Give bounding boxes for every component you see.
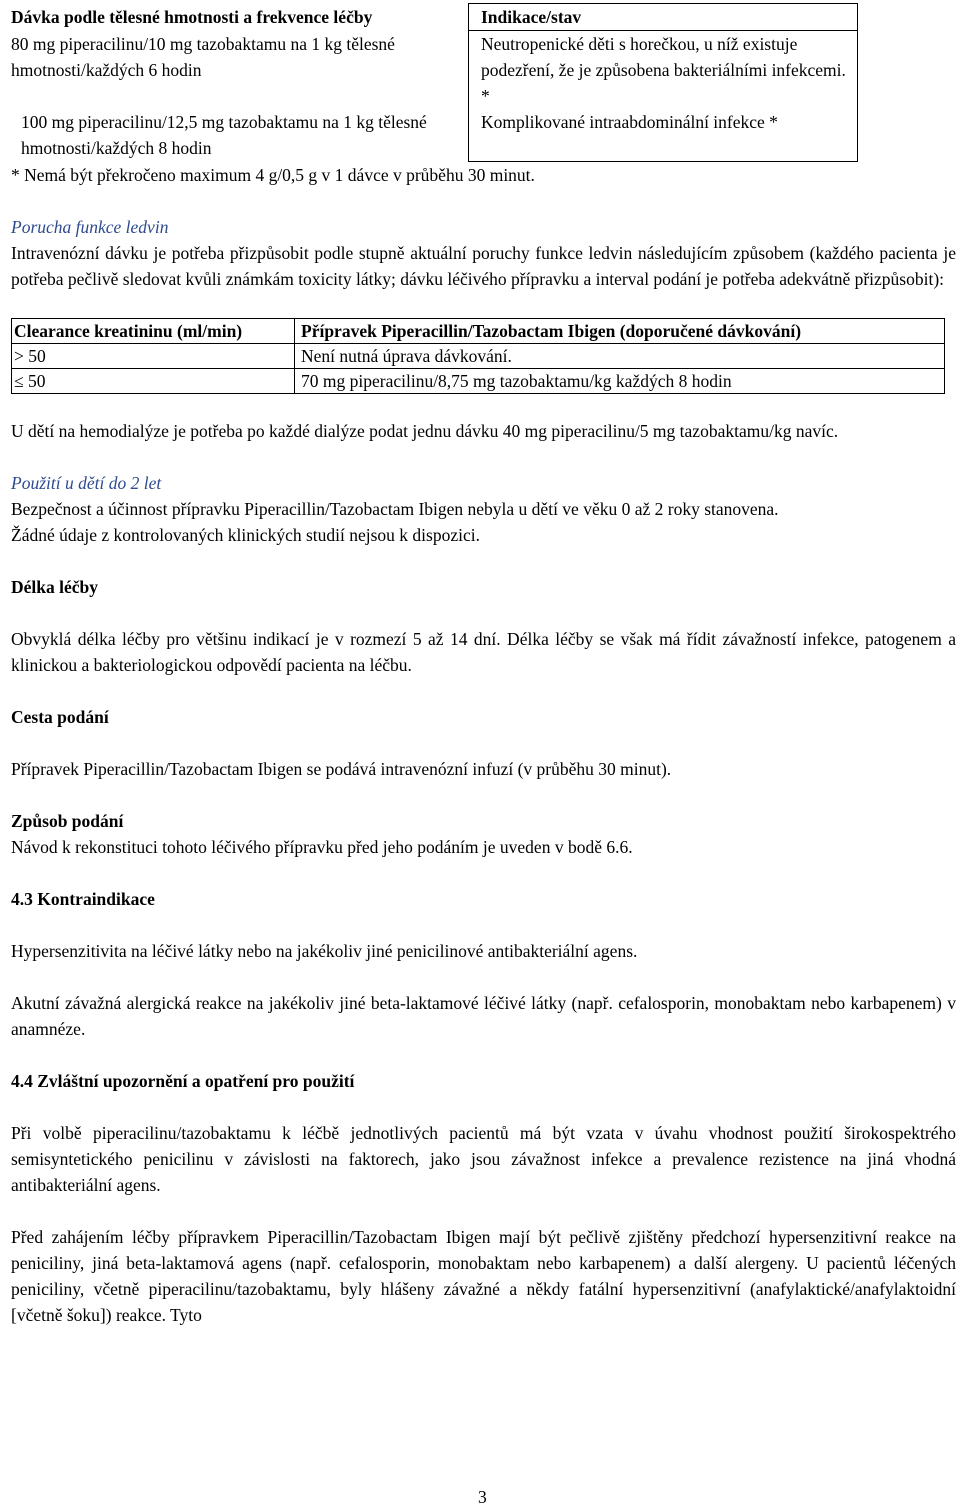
renal-text: Intravenózní dávku je potřeba přizpůsobit podle stupně aktuální poruchy funkce ledvin následujícím způsobem (každého pacienta je potřeba pečlivě sledovat kvůli známkám toxicity látky; dávku léčivého přípravku a interval podání je potřeba adekvátně přizpůsobit):: [11, 242, 956, 289]
indication-cell: [469, 31, 858, 110]
clearance-value: ≤ 50: [14, 370, 46, 391]
duration-heading: Délka léčby: [11, 576, 99, 597]
dose-text: 80 mg piperacilinu/10 mg tazobaktamu na 1 kg tělesné hmotnosti/každých 6 hodin: [11, 33, 395, 80]
contraindications-text: Hypersenzitivita na léčivé látky nebo na jakékoliv jiné penicilinové antibakteriální agens.: [11, 940, 638, 961]
recommended-dose-cell: [295, 343, 945, 368]
under2-text: Bezpečnost a účinnost přípravku Piperacillin/Tazobactam Ibigen nebyla u dětí ve věku 0 až 2 roky stanovena.: [11, 498, 779, 519]
indication-text: Neutropenické děti s horečkou, u níž existuje podezření, že je způsobena bakteriálními infekcemi. *: [481, 34, 846, 106]
indication-cell: [469, 109, 858, 161]
page-number: 3: [478, 1487, 487, 1507]
under2-text-2: Žádné údaje z kontrolovaných klinických studií nejsou k dispozici.: [11, 524, 480, 545]
dose-cell: [11, 31, 469, 110]
indication-text: Komplikované intraabdominální infekce *: [481, 112, 778, 132]
dose-cell: [11, 109, 469, 161]
dose-footnote: * Nemá být překročeno maximum 4 g/0,5 g v 1 dávce v průběhu 30 minut.: [11, 164, 535, 185]
recommended-dose-header: Přípravek Piperacillin/Tazobactam Ibigen (doporučené dávkování): [301, 320, 802, 341]
clearance-header-cell: [12, 318, 295, 343]
clearance-cell: [12, 343, 295, 368]
route-text: Přípravek Piperacillin/Tazobactam Ibigen se podává intravenózní infuzí (v průběhu 30 minut).: [11, 758, 672, 779]
document-page: [11, 3, 956, 1328]
under2-heading: Použití u dětí do 2 let: [11, 472, 162, 493]
method-text: Návod k rekonstituci tohoto léčivého přípravku před jeho podáním je uveden v bodě 6.6.: [11, 836, 633, 857]
contraindications-text-2: Akutní závažná alergická reakce na jakékoliv jiné beta-laktamové léčivé látky (např. cefalosporin, monobaktam nebo karbapenem) v anamnéze.: [11, 992, 956, 1039]
indication-header: Indikace/stav: [481, 7, 582, 27]
indication-header-cell: [469, 4, 858, 31]
dose-header: Dávka podle tělesné hmotnosti a frekvence léčby: [11, 6, 373, 27]
warnings-text-2: Před zahájením léčby přípravkem Piperacillin/Tazobactam Ibigen mají být pečlivě zjištěny předchozí hypersenzitivní reakce na peniciliny, jiná beta-laktamová agens (např. cefalosporin, monobaktam nebo karbapenem) a další alergeny. U pacientů léčených peniciliny, včetně piperacilinu/tazobaktamu, byly hlášeny závažné a někdy fatální hypersenzitivní (anafylaktické/anafylaktoidní [včetně šoku]) reakce. Tyto: [11, 1226, 956, 1325]
renal-heading: Porucha funkce ledvin: [11, 216, 169, 237]
recommended-dose-header-cell: [295, 318, 945, 343]
recommended-dose: 70 mg piperacilinu/8,75 mg tazobaktamu/kg každých 8 hodin: [301, 370, 732, 391]
warnings-heading: 4.4 Zvláštní upozornění a opatření pro použití: [11, 1070, 355, 1091]
clearance-header: Clearance kreatininu (ml/min): [14, 320, 243, 341]
clearance-table: [11, 318, 945, 394]
method-heading: Způsob podání: [11, 810, 124, 831]
recommended-dose-cell: [295, 368, 945, 393]
clearance-value: > 50: [14, 345, 46, 366]
duration-text: Obvyklá délka léčby pro většinu indikací je v rozmezí 5 až 14 dní. Délka léčby se však má řídit závažností infekce, patogenem a klinickou a bakteriologickou odpovědí pacienta na léčbu.: [11, 628, 956, 675]
route-heading: Cesta podání: [11, 706, 109, 727]
dose-table: [11, 3, 858, 162]
dose-header-cell: [11, 4, 469, 31]
clearance-cell: [12, 368, 295, 393]
contraindications-heading: 4.3 Kontraindikace: [11, 888, 155, 909]
recommended-dose: Není nutná úprava dávkování.: [301, 345, 512, 366]
hemodialysis-text: U dětí na hemodialýze je potřeba po každé dialýze podat jednu dávku 40 mg piperacilinu/5 mg tazobaktamu/kg navíc.: [11, 420, 839, 441]
dose-text: 100 mg piperacilinu/12,5 mg tazobaktamu na 1 kg tělesné hmotnosti/každých 8 hodin: [21, 112, 427, 158]
warnings-text: Při volbě piperacilinu/tazobaktamu k léčbě jednotlivých pacientů má být vzata v úvahu vhodnost použití širokospektrého semisyntetického penicilinu v závislosti na faktorech, jako jsou závažnost infekce a prevalence rezistence na jiná vhodná antibakteriální agens.: [11, 1122, 956, 1195]
